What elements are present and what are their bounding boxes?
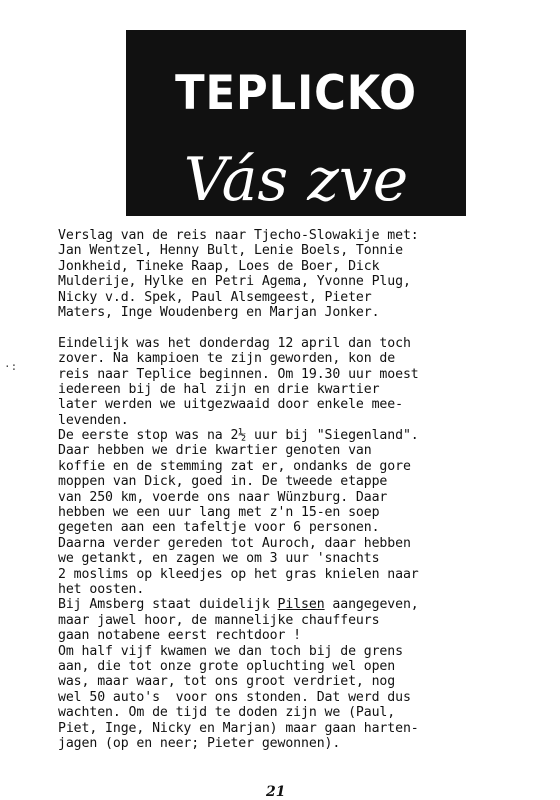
text-line: het oosten. [58, 581, 145, 597]
text-line: maar jawel hoor, de mannelijke chauffeurs [58, 612, 380, 628]
intro-paragraph [58, 228, 538, 320]
text-line: De eerste stop was na 2½ uur bij "Siegenland". [58, 428, 419, 444]
text-line: we getankt, en zagen we om 3 uur 'snachts [58, 551, 380, 567]
header-banner [126, 30, 466, 216]
text-line: later werden we uitgezwaaid door enkele mee- [58, 397, 403, 413]
text-line: Om half vijf kwamen we dan toch bij de grens [58, 643, 403, 659]
text-line: iedereen bij de hal zijn en drie kwartier [58, 381, 380, 397]
text-line: aan, die tot onze grote opluchting wel open [58, 658, 396, 674]
text-line: Maters, Inge Woudenberg en Marjan Jonker. [58, 304, 380, 320]
article-body [58, 228, 538, 751]
text-line: Mulderije, Hylke en Petri Agema, Yvonne Plug, [58, 274, 411, 290]
report-paragraph [58, 336, 538, 752]
paragraph-gap [58, 320, 538, 335]
page-subtitle: Vás zve [183, 145, 409, 215]
page-number: 21 [266, 784, 286, 800]
text-line: reis naar Teplice beginnen. Om 19.30 uur moest [58, 366, 419, 382]
text-line: jagen (op en neer; Pieter gewonnen). [58, 735, 341, 751]
text-line: Jonkheid, Tineke Raap, Loes de Boer, Dick [58, 258, 380, 274]
margin-mark: ·: [4, 360, 18, 373]
text-line: Daarna verder gereden tot Auroch, daar hebben [58, 535, 411, 551]
text-line: Verslag van de reis naar Tjecho-Slowakije met: [58, 228, 419, 243]
text-line: koffie en de stemming zat er, ondanks de gore [58, 458, 411, 474]
pilsen-line [58, 597, 538, 612]
text-line: van 250 km, voerde ons naar Wünzburg. Daar [58, 489, 388, 505]
underlined-place-name: Pilsen [277, 597, 325, 613]
page-title: TEPLICKO [175, 66, 417, 121]
text-line: hebben we een uur lang met z'n 15-en soep [58, 505, 380, 521]
text-line: wachten. Om de tijd te doden zijn we (Paul, [58, 705, 396, 721]
text-line: Eindelijk was het donderdag 12 april dan toch [58, 335, 411, 351]
text-line: zover. Na kampioen te zijn geworden, kon de [58, 351, 396, 367]
text-line: was, maar waar, tot ons groot verdriet, nog [58, 674, 396, 690]
text-line: moppen van Dick, goed in. De tweede etappe [58, 474, 388, 490]
text-line: wel 50 auto's voor ons stonden. Dat werd dus [58, 689, 411, 705]
text-line: Piet, Inge, Nicky en Marjan) maar gaan harten- [58, 720, 419, 736]
text-line: Daar hebben we drie kwartier genoten van [58, 443, 372, 459]
text-line: gegeten aan een tafeltje voor 6 personen. [58, 520, 380, 536]
text-line: Jan Wentzel, Henny Bult, Lenie Boels, Tonnie [58, 243, 403, 259]
text-line: gaan notabene eerst rechtdoor ! [58, 628, 302, 644]
text-line: 2 moslims op kleedjes op het gras knielen naar [58, 566, 419, 582]
text-line: levenden. [58, 412, 129, 428]
text-line: Nicky v.d. Spek, Paul Alsemgeest, Pieter [58, 289, 372, 305]
text-segment: aangegeven, [324, 597, 419, 613]
text-segment: Bij Amsberg staat duidelijk [58, 597, 278, 613]
